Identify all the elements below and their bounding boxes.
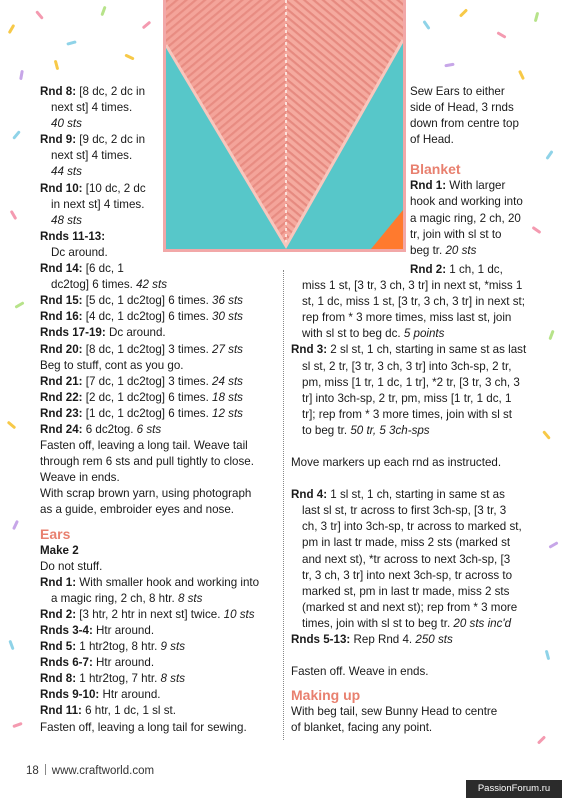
text-line	[291, 487, 553, 503]
round-label: Rnd 8:	[40, 85, 77, 98]
round-label: Rnds 6-7:	[40, 656, 93, 670]
instruction-text: [9 dc, 2 dc in	[76, 133, 146, 147]
text-line	[40, 687, 280, 703]
text-line	[40, 470, 280, 486]
blanket-rnd1-text	[410, 178, 560, 258]
instruction-text: pm, miss [1 tr, 1 dc, 1 tr], *2 tr, [3 tr, 3 ch, 3	[302, 375, 520, 389]
text-line	[40, 655, 280, 671]
text-line	[410, 100, 560, 116]
instruction-text: Fasten off, leaving a long tail for sewing.	[40, 720, 247, 734]
watermark: PassionForum.ru	[466, 780, 562, 798]
text-line	[40, 197, 280, 213]
text-line	[40, 132, 280, 148]
right-top-column	[410, 84, 560, 259]
text-line	[40, 374, 280, 390]
text-line	[40, 720, 280, 736]
text-line	[291, 294, 553, 310]
text-line	[40, 181, 280, 197]
round-label: Rnd 9:	[40, 133, 77, 147]
text-line	[291, 391, 553, 407]
text-line	[40, 164, 280, 180]
instruction-text: miss 1 st, [3 tr, 3 ch, 3 tr] in next st, *miss 1	[302, 279, 523, 293]
text-line	[291, 535, 553, 551]
round-label: Rnd 16:	[40, 310, 83, 324]
instruction-text: side of Head, 3 rnds	[410, 101, 514, 115]
text-line	[410, 116, 560, 132]
round-label: Rnd 14:	[40, 262, 83, 276]
text-line	[291, 310, 553, 326]
head-pattern-text	[40, 84, 280, 519]
text-line	[40, 309, 280, 325]
instruction-text: Rep Rnd 4.	[350, 632, 416, 646]
stitch-count: 20 sts	[445, 243, 477, 257]
text-line	[40, 342, 280, 358]
ears-heading: Ears	[40, 525, 71, 542]
right-column	[291, 262, 553, 736]
text-line	[291, 600, 553, 616]
instruction-text: Weave in ends.	[40, 471, 120, 485]
instruction-text: 1 htr2tog, 7 htr.	[76, 672, 161, 686]
text-line	[291, 359, 553, 375]
instruction-text: ch, 3 tr] into 3ch-sp, tr across to marked st,	[302, 520, 522, 534]
round-label: Rnd 10:	[40, 181, 83, 195]
instruction-text: 1 sl st, 1 ch, starting in same st as	[327, 488, 505, 502]
instruction-text: 6 htr, 1 dc, 1 sl st.	[81, 704, 176, 718]
text-line	[40, 213, 280, 229]
text-line	[291, 503, 553, 519]
round-label: Make 2	[40, 543, 79, 557]
round-label: Rnd 1:	[40, 575, 77, 589]
text-line	[291, 632, 553, 648]
round-label: Rnds 5-13:	[291, 632, 351, 646]
text-line	[40, 486, 280, 502]
stitch-count: 48 sts	[51, 213, 82, 227]
stitch-count: 20 sts inc'd	[453, 616, 512, 630]
instruction-text: Htr around.	[99, 688, 161, 702]
text-line	[40, 148, 280, 164]
text-line	[40, 591, 280, 607]
text-line	[40, 116, 280, 132]
text-line	[40, 390, 280, 406]
text-line	[291, 278, 553, 294]
stitch-count: 18 sts	[212, 390, 243, 404]
text-line	[410, 227, 560, 243]
instruction-text: next st] 4 times.	[51, 149, 133, 163]
text-line	[410, 211, 560, 227]
stitch-count: 6 sts	[136, 422, 162, 436]
text-line	[40, 454, 280, 470]
instruction-text: to beg tr.	[302, 423, 351, 437]
instruction-text: (marked st and next st); rep from * 3 more	[302, 600, 518, 614]
instruction-text: 6 dc2tog.	[82, 422, 137, 436]
text-line	[40, 84, 280, 100]
stitch-count: 40 sts	[51, 117, 82, 131]
stitch-count: 27 sts	[212, 342, 243, 356]
blanket-pattern-text	[291, 278, 553, 680]
instruction-text: [5 dc, 1 dc2tog] 6 times.	[82, 294, 213, 308]
text-line	[40, 607, 280, 623]
text-line	[291, 616, 553, 632]
round-label: Rnds 11-13:	[40, 229, 106, 243]
round-label: Rnd 23:	[40, 406, 83, 420]
instruction-text: times, join with sl st to beg tr.	[302, 616, 454, 630]
instruction-text: in next st] 4 times.	[51, 197, 145, 211]
text-line	[291, 519, 553, 535]
stitch-count: 12 sts	[212, 406, 243, 420]
text-line	[291, 423, 553, 439]
instruction-text: a magic ring, 2 ch, 8 htr.	[51, 591, 178, 605]
text-line	[40, 502, 280, 518]
text-line	[40, 559, 280, 575]
instruction-text: Dc around.	[105, 326, 166, 340]
text-line	[291, 407, 553, 423]
paragraph-gap	[291, 648, 553, 664]
instruction-text: With smaller hook and working into	[76, 575, 260, 589]
text-line	[40, 229, 280, 245]
text-line	[40, 422, 280, 438]
round-label: Rnd 24:	[40, 422, 83, 436]
instruction-text: and next st), *tr across to next 3ch-sp, [3	[302, 552, 511, 566]
stitch-count: 9 sts	[160, 640, 185, 654]
text-line	[40, 100, 280, 116]
ears-pattern-text	[40, 543, 280, 736]
text-line	[291, 720, 553, 736]
stitch-count: 10 sts	[223, 607, 255, 621]
instruction-text: Dc around.	[51, 245, 108, 259]
stitch-count: 24 sts	[212, 374, 243, 388]
instruction-text: Do not stuff.	[40, 559, 103, 573]
instruction-text: a magic ring, 2 ch, 20	[410, 211, 521, 225]
text-line	[291, 568, 553, 584]
making-up-text	[291, 704, 553, 736]
text-line	[410, 178, 560, 194]
instruction-text: With larger	[446, 179, 506, 193]
round-label: Rnd 8:	[40, 672, 77, 686]
instruction-text: next st] 4 times.	[51, 101, 133, 115]
text-line	[410, 194, 560, 210]
round-label: Rnd 22:	[40, 390, 83, 404]
round-label: Rnds 3-4:	[40, 624, 93, 637]
stitch-count: 250 sts	[415, 632, 453, 646]
text-line	[291, 584, 553, 600]
instruction-text: [8 dc, 2 dc in	[76, 85, 146, 98]
text-line	[40, 325, 280, 341]
page-number: 18	[26, 765, 39, 777]
instruction-text: With beg tail, sew Bunny Head to centre	[291, 705, 498, 719]
paragraph-gap	[291, 471, 553, 487]
round-label: Rnd 2:	[40, 607, 77, 621]
round-label: Rnd 20:	[40, 342, 83, 356]
round-label: Rnd 15:	[40, 294, 83, 308]
sew-ears-text	[410, 84, 560, 148]
stitch-count: 50 tr, 5 3ch-sps	[350, 423, 430, 437]
stitch-count: 8 sts	[160, 672, 185, 686]
instruction-text: last sl st, tr across to first 3ch-sp, [3 tr, 3	[302, 504, 507, 518]
text-line	[40, 293, 280, 309]
round-label: Rnd 11:	[40, 704, 82, 718]
round-label: Rnd 1:	[410, 179, 447, 193]
text-line	[410, 84, 560, 100]
website-link[interactable]: www.craftworld.com	[51, 765, 155, 777]
round-label: Rnd 5:	[40, 640, 77, 654]
instruction-text: [4 dc, 1 dc2tog] 6 times.	[82, 310, 213, 324]
text-line	[291, 704, 553, 720]
instruction-text: Sew Ears to either	[410, 85, 505, 98]
making-up-heading: Making up	[291, 687, 361, 704]
instruction-text: hook and working into	[410, 195, 523, 209]
text-line	[291, 664, 553, 680]
instruction-text: [1 dc, 1 dc2tog] 6 times.	[82, 406, 213, 420]
text-line	[410, 132, 560, 148]
instruction-text: st, 1 dc, miss 1 st, [3 tr, 3 ch, 3 tr] in next st;	[302, 295, 525, 309]
text-line	[40, 406, 280, 422]
round-label: Rnd 4:	[291, 488, 328, 502]
text-line	[291, 342, 553, 358]
instruction-text: Move markers up each rnd as instructed.	[291, 456, 502, 470]
text-line	[40, 438, 280, 454]
round-label: Rnds 17-19:	[40, 326, 106, 340]
stitch-count: 30 sts	[212, 310, 243, 324]
instruction-text: 1 htr2tog, 8 htr.	[76, 640, 161, 654]
column-divider	[283, 270, 284, 740]
text-line	[291, 552, 553, 568]
round-label: Rnd 21:	[40, 374, 83, 388]
paragraph-gap	[291, 439, 553, 455]
instruction-text: tr, join with sl st to	[410, 227, 502, 241]
round-label: Rnd 3:	[291, 343, 328, 357]
text-line	[40, 543, 280, 559]
instruction-text: 2 sl st, 1 ch, starting in same st as last	[327, 343, 527, 357]
text-line	[40, 277, 280, 293]
stitch-count: 8 sts	[177, 591, 203, 605]
instruction-text: tr]; rep from * 3 more times, join with sl st	[302, 407, 513, 421]
instruction-text: sl st, 2 tr, [3 tr, 3 ch, 3 tr] into 3ch-sp, 2 tr,	[302, 359, 512, 373]
instruction-text: Beg to stuff, cont as you go.	[40, 358, 184, 372]
text-line	[410, 243, 560, 259]
instruction-text: tr] into 3ch-sp, 2 tr, pm, miss [1 tr, 1 dc, 1	[302, 391, 512, 405]
instruction-text: beg tr.	[410, 243, 446, 257]
left-column	[40, 84, 280, 736]
instruction-text: Htr around.	[92, 624, 155, 637]
text-line	[40, 671, 280, 687]
instruction-text: marked st, pm in last tr made, miss 2 sts	[302, 584, 510, 598]
page-footer	[26, 764, 154, 777]
instruction-text: rep from * 3 more times, miss last st, join	[302, 311, 512, 325]
instruction-text: as a guide, embroider eyes and nose.	[40, 503, 234, 517]
instruction-text: with sl st to beg dc.	[302, 327, 404, 341]
instruction-text: [2 dc, 1 dc2tog] 6 times.	[82, 390, 213, 404]
instruction-text: pm in last tr made, miss 2 sts (marked st	[302, 536, 511, 550]
rnd2-first-line: Rnd 2: 1 ch, 1 dc,	[410, 263, 503, 276]
round-label: Rnds 9-10:	[40, 688, 100, 702]
instruction-text: through rem 6 sts and pull tightly to close.	[40, 455, 254, 469]
text-line	[40, 575, 280, 591]
text-line	[40, 261, 280, 277]
stitch-count: 5 points	[403, 327, 445, 341]
stitch-count: 42 sts	[136, 278, 167, 292]
instruction-text: [8 dc, 1 dc2tog] 3 times.	[82, 342, 213, 356]
text-line	[40, 639, 280, 655]
instruction-text: dc2tog] 6 times.	[51, 278, 137, 292]
text-line	[40, 245, 280, 261]
text-line	[291, 326, 553, 342]
stitch-count: 44 sts	[51, 165, 82, 179]
instruction-text: tr, 3 ch, 3 tr] into next 3ch-sp, tr across to	[302, 568, 513, 582]
instruction-text: of Head.	[410, 133, 454, 147]
instruction-text: With scrap brown yarn, using photograph	[40, 487, 252, 501]
text-line	[40, 703, 280, 719]
instruction-text: [6 dc, 1	[82, 262, 124, 276]
blanket-heading: Blanket	[410, 161, 461, 178]
instruction-text: [7 dc, 1 dc2tog] 3 times.	[82, 374, 213, 388]
instruction-text: of blanket, facing any point.	[291, 721, 433, 735]
stitch-count: 36 sts	[212, 294, 243, 308]
instruction-text: [10 dc, 2 dc	[82, 181, 146, 195]
instruction-text: [3 htr, 2 htr in next st] twice.	[76, 607, 224, 621]
text-line	[291, 375, 553, 391]
text-line	[40, 358, 280, 374]
instruction-text: Fasten off, leaving a long tail. Weave tail	[40, 439, 248, 453]
text-line	[40, 623, 280, 639]
instruction-text: Fasten off. Weave in ends.	[291, 665, 429, 679]
instruction-text: down from centre top	[410, 117, 519, 131]
text-line	[291, 455, 553, 471]
instruction-text: Htr around.	[92, 656, 155, 670]
